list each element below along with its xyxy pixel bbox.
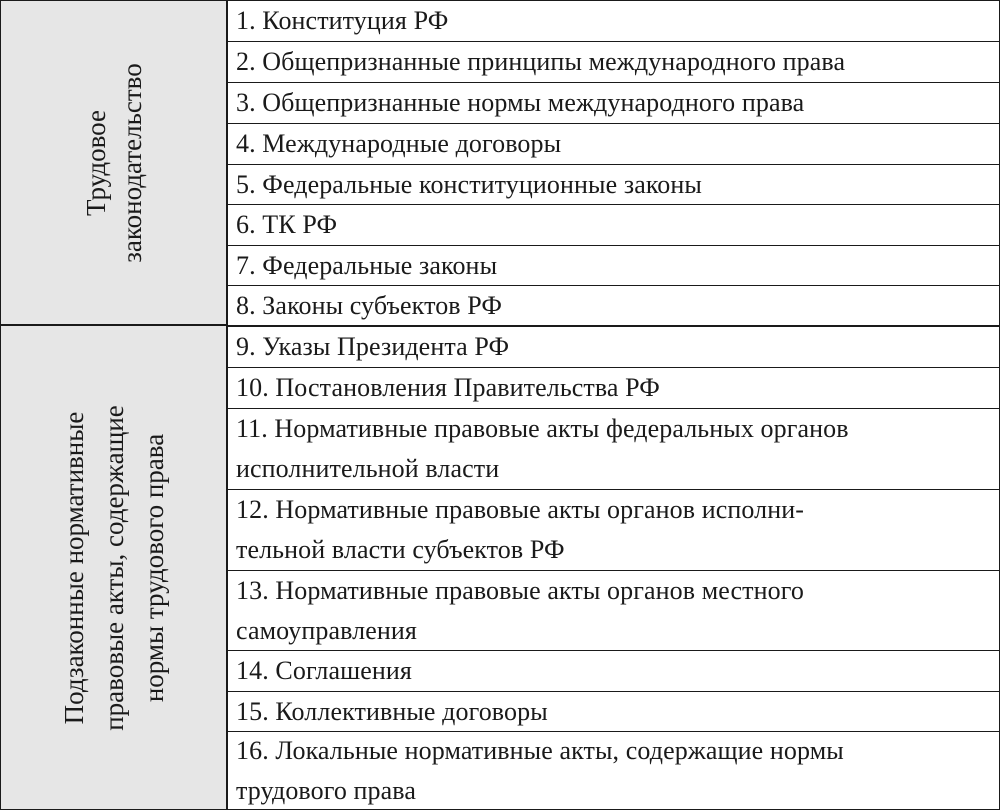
table-row [228, 327, 999, 368]
row-text: 7. Федеральные законы [236, 250, 498, 280]
group-label-line: Подзаконные нормативные [58, 411, 89, 724]
row-text: 16. Локальные нормативные акты, содержащие нормы трудового права [236, 735, 844, 805]
table-row [228, 1, 999, 42]
table-row [228, 409, 999, 490]
table-row [228, 490, 999, 571]
group-label-line: Трудовое [80, 109, 111, 216]
row-text: 14. Соглашения [236, 656, 412, 685]
row-text: 15. Коллективные договоры [236, 696, 548, 726]
table-row [228, 124, 999, 165]
group-label-line: нормы трудового права [138, 433, 169, 702]
table-row [228, 571, 999, 651]
group-labor-legislation [1, 1, 226, 326]
row-text: 10. Постановления Правительства РФ [236, 373, 660, 402]
group-label-bylaws [54, 405, 174, 731]
table-row [228, 692, 999, 732]
group-bylaws [1, 326, 226, 809]
table-row [228, 42, 999, 83]
row-text: 8. Законы субъектов РФ [236, 290, 503, 320]
table-row [228, 165, 999, 205]
table-row [228, 286, 999, 327]
row-text: 13. Нормативные правовые акты органов местного самоуправления [236, 575, 804, 645]
table-row [228, 83, 999, 124]
group-label-line: законодательство [116, 62, 147, 263]
row-text: 1. Конституция РФ [236, 6, 449, 35]
row-text: 5. Федеральные конституционные законы [236, 169, 702, 199]
table-row [228, 732, 999, 809]
row-text: 9. Указы Президента РФ [236, 332, 510, 361]
group-label-line: правовые акты, содержащие [98, 404, 129, 731]
table-row [228, 205, 999, 246]
source-list [228, 1, 999, 809]
group-column [1, 1, 228, 809]
row-text: 4. Международные договоры [236, 129, 562, 158]
row-text: 2. Общепризнанные принципы международного права [236, 47, 846, 76]
row-text: 6. ТК РФ [236, 210, 338, 239]
table-row [228, 246, 999, 286]
row-text: 11. Нормативные правовые акты федеральных органов исполнительной власти [236, 414, 849, 483]
group-label-labor-legislation [78, 63, 150, 263]
table-row [228, 368, 999, 409]
table-row [228, 651, 999, 692]
row-text: 3. Общепризнанные нормы международного права [236, 88, 805, 117]
row-text: 12. Нормативные правовые акты органов исполни- тельной власти субъектов РФ [236, 495, 804, 564]
